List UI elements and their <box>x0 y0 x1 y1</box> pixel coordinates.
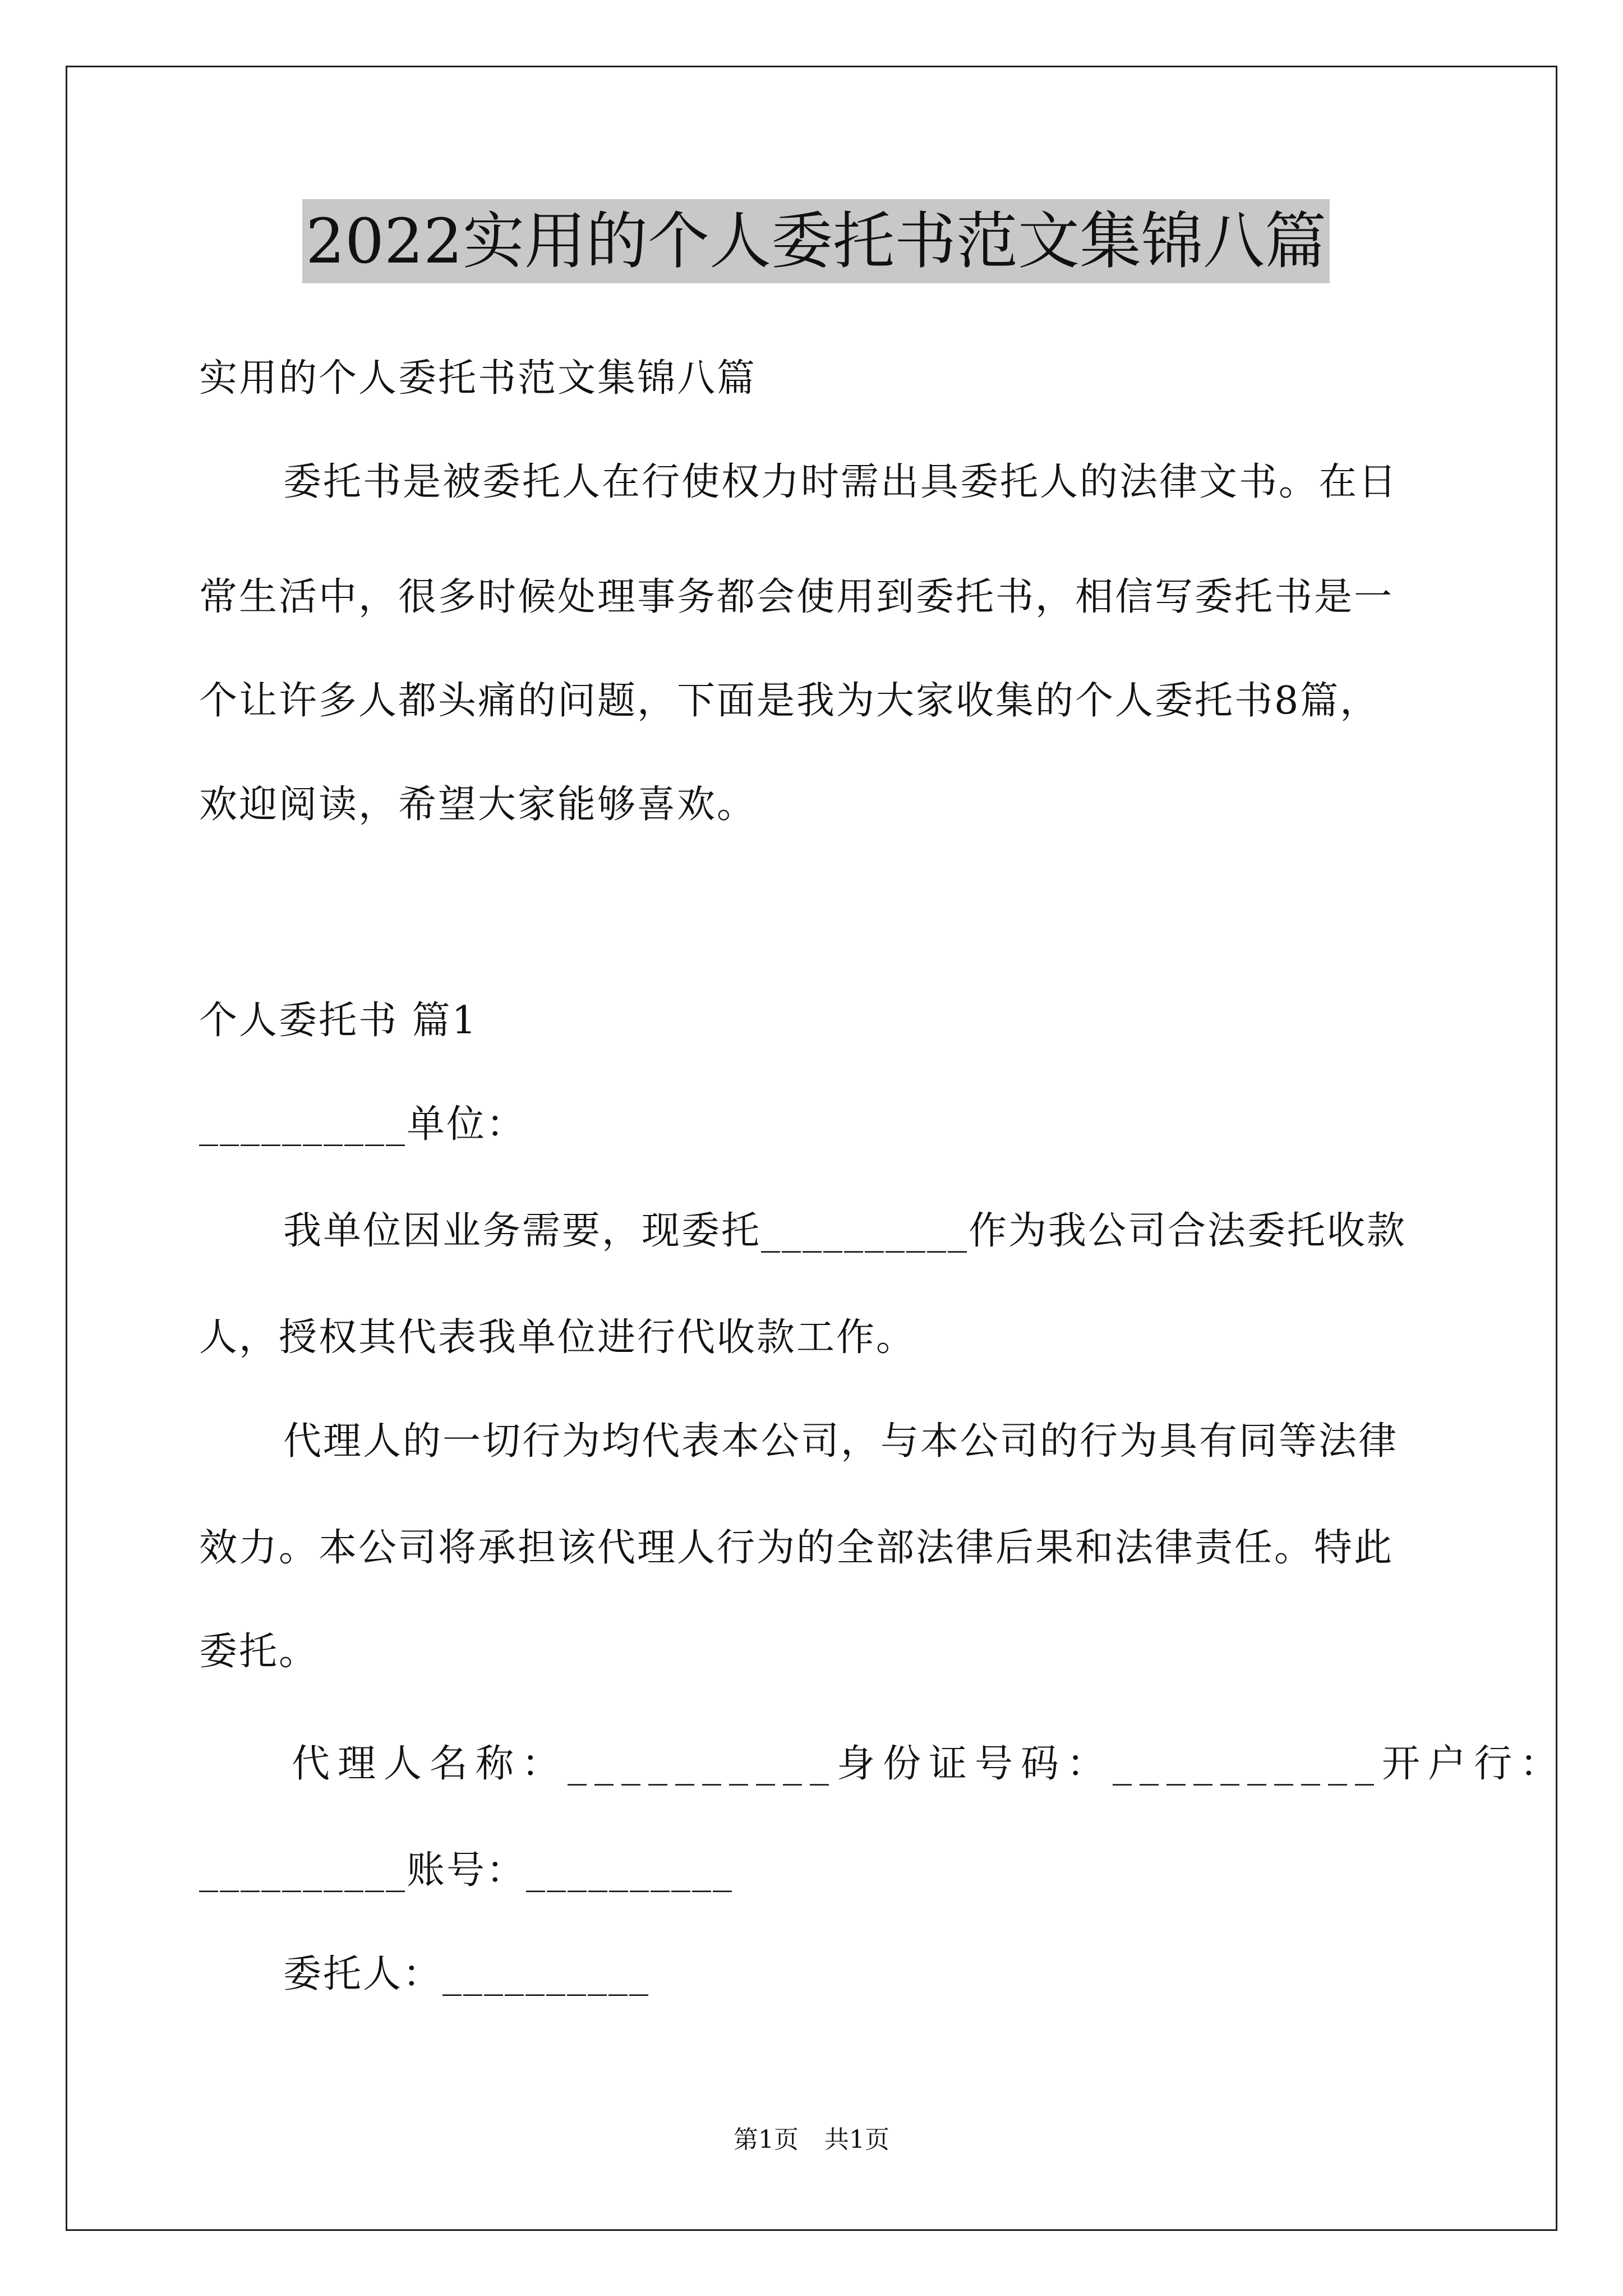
intro-paragraph-line-2: 常生活中，很多时候处理事务都会使用到委托书，相信写委托书是一 <box>199 575 1394 619</box>
principal-line: 委托人：__________ <box>283 1952 651 1996</box>
body-paragraph-2-line-3: 委托。 <box>199 1630 319 1674</box>
subtitle-line: 实用的个人委托书范文集锦八篇 <box>199 356 757 401</box>
document-title: 2022实用的个人委托书范文集锦八篇 <box>302 199 1330 283</box>
intro-paragraph-line-3: 个让许多人都头痛的问题，下面是我为大家收集的个人委托书8篇， <box>199 679 1380 723</box>
total-page-count: 共1页 <box>824 2125 889 2154</box>
body-paragraph-2-line-1: 代理人的一切行为均代表本公司，与本公司的行为具有同等法律 <box>283 1419 1399 1464</box>
body-paragraph-1-line-2: 人，授权其代表我单位进行代收款工作。 <box>199 1315 916 1360</box>
addressee-line: __________单位： <box>199 1102 527 1147</box>
intro-paragraph-line-1: 委托书是被委托人在行使权力时需出具委托人的法律文书。在日 <box>283 460 1399 504</box>
body-paragraph-2-line-2: 效力。本公司将承担该代理人行为的全部法律后果和法律责任。特此 <box>199 1526 1394 1570</box>
intro-paragraph-line-4: 欢迎阅读，希望大家能够喜欢。 <box>199 783 757 827</box>
body-paragraph-1-line-1: 我单位因业务需要，现委托__________作为我公司合法委托收款 <box>283 1209 1407 1253</box>
current-page-number: 第1页 <box>734 2125 799 2154</box>
agent-info-line-2: __________账号：__________ <box>199 1848 734 1893</box>
agent-info-line-1: 代理人名称：__________身份证号码：__________开户行： <box>292 1742 1566 1786</box>
section-heading: 个人委托书 篇1 <box>199 999 478 1043</box>
title-wrapper <box>199 199 1433 283</box>
page-footer <box>0 2123 1623 2157</box>
